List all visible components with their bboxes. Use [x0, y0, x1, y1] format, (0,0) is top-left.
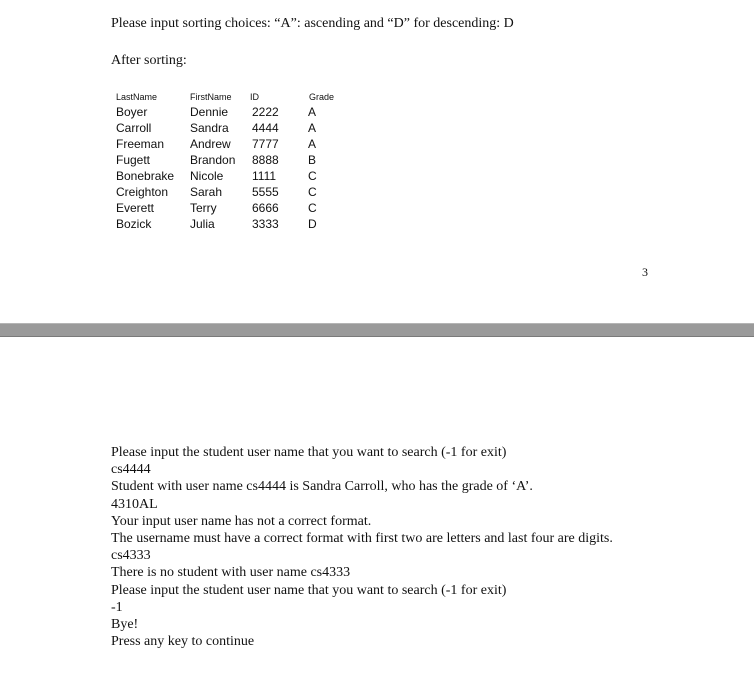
cell-firstname: Sarah — [190, 185, 223, 199]
console-line: The username must have a correct format with first two are letters and last four are digits. — [111, 530, 613, 546]
after-sorting-label: After sorting: — [111, 53, 187, 68]
cell-grade: C — [308, 201, 317, 215]
cell-id: 3333 — [252, 217, 279, 231]
cell-id: 2222 — [252, 105, 279, 119]
console-line: Please input the student user name that you want to search (-1 for exit) — [111, 582, 507, 598]
page-divider — [0, 323, 754, 337]
cell-grade: C — [308, 169, 317, 183]
cell-id: 8888 — [252, 153, 279, 167]
cell-lastname: Everett — [116, 201, 155, 215]
cell-lastname: Creighton — [116, 185, 169, 199]
console-line: Bye! — [111, 616, 139, 632]
cell-firstname: Julia — [190, 217, 215, 231]
console-line: Please input the student user name that you want to search (-1 for exit) — [111, 445, 507, 460]
console-line: cs4333 — [111, 548, 151, 564]
cell-grade: A — [308, 105, 317, 119]
page-2-console-output — [111, 444, 613, 650]
sort-prompt-text: Please input sorting choices: “A”: ascending and “D” for descending: D — [111, 16, 514, 31]
console-line: Press any key to continue — [111, 634, 255, 650]
cell-firstname: Andrew — [190, 137, 231, 151]
cell-lastname: Bonebrake — [116, 169, 175, 183]
cell-id: 4444 — [252, 121, 279, 135]
header-firstname: FirstName — [190, 92, 232, 102]
cell-lastname: Carroll — [116, 121, 152, 135]
header-lastname: LastName — [116, 92, 158, 102]
console-line: cs4444 — [111, 462, 151, 478]
cell-grade: C — [308, 185, 317, 199]
header-id: ID — [250, 92, 259, 102]
console-line: -1 — [111, 599, 123, 615]
cell-lastname: Freeman — [116, 137, 165, 151]
cell-id: 1111 — [252, 169, 277, 183]
cell-lastname: Bozick — [116, 217, 152, 231]
console-line: Student with user name cs4444 is Sandra Carroll, who has the grade of ‘A’. — [111, 479, 533, 495]
header-grade: Grade — [309, 92, 335, 102]
cell-grade: B — [308, 153, 317, 167]
cell-grade: A — [308, 137, 317, 151]
cell-id: 7777 — [252, 137, 279, 151]
cell-firstname: Brandon — [190, 153, 236, 167]
cell-grade: D — [308, 217, 317, 231]
cell-firstname: Sandra — [190, 121, 229, 135]
console-line: Your input user name has not a correct format. — [111, 513, 372, 529]
page-number: 3 — [642, 265, 648, 279]
cell-id: 5555 — [252, 185, 279, 199]
cell-firstname: Dennie — [190, 105, 229, 119]
console-line: There is no student with user name cs4333 — [111, 565, 351, 581]
console-line: 4310AL — [111, 496, 158, 512]
cell-firstname: Nicole — [190, 169, 224, 183]
cell-lastname: Boyer — [116, 105, 148, 119]
cell-lastname: Fugett — [116, 153, 151, 167]
cell-id: 6666 — [252, 201, 279, 215]
cell-firstname: Terry — [190, 201, 217, 215]
cell-grade: A — [308, 121, 317, 135]
